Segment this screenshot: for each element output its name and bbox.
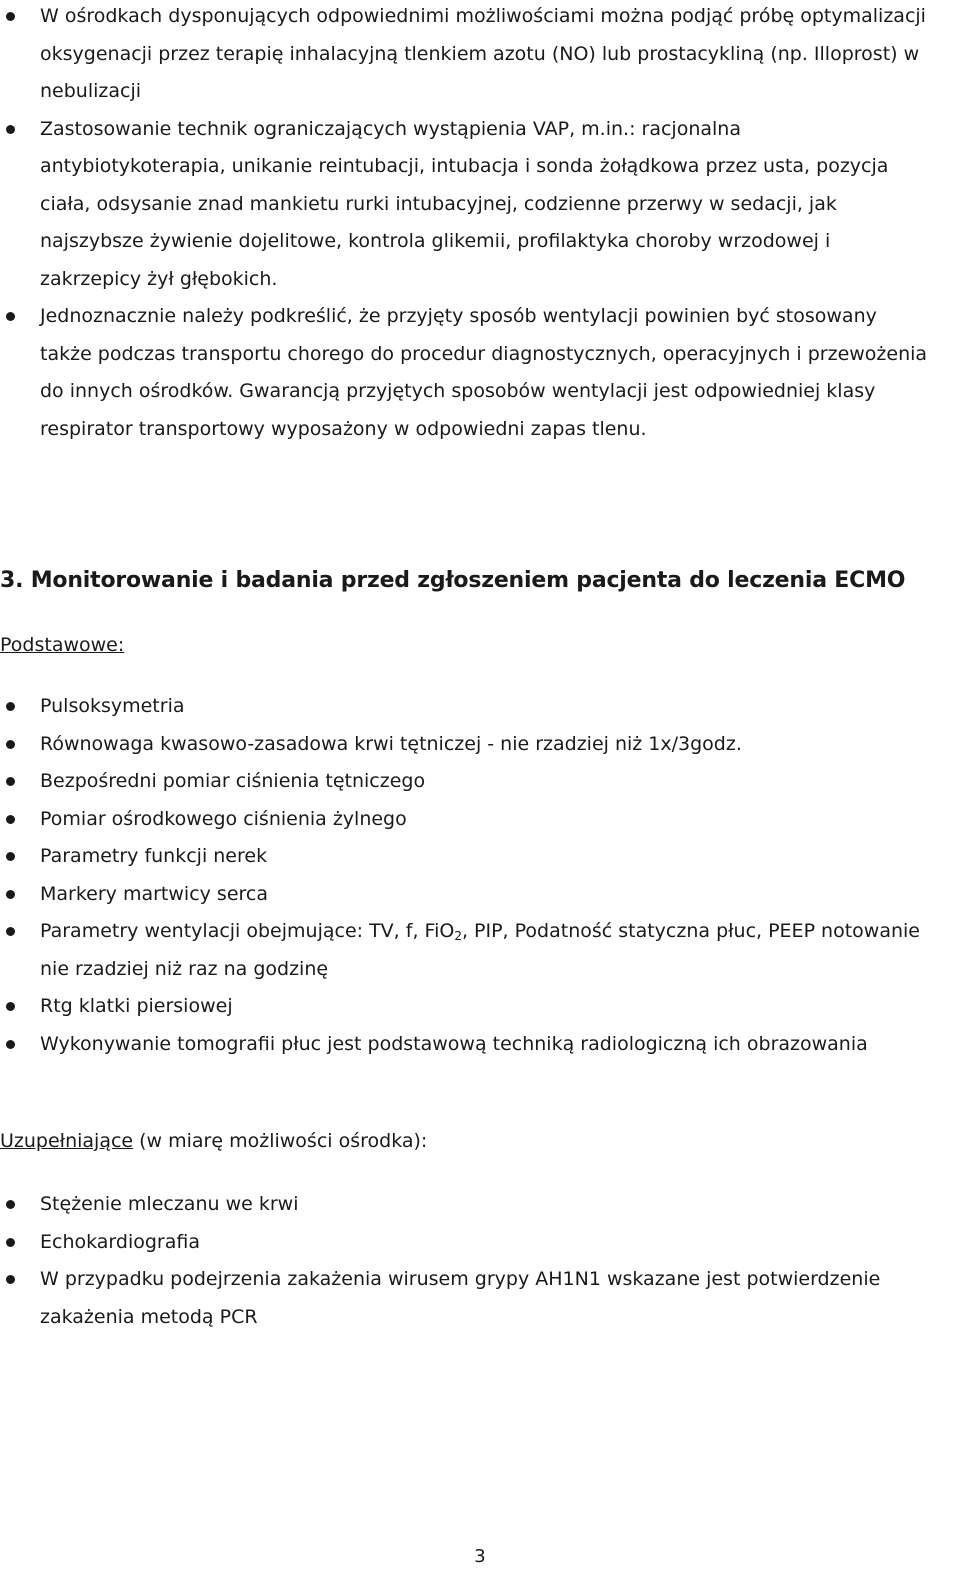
list-item-text: Markery martwicy serca [40,882,268,905]
list-item [0,0,930,111]
bullet-icon [6,1040,15,1049]
section-heading: 3. Monitorowanie i badania przed zgłoszeniem pacjenta do leczenia ECMO [0,568,906,593]
bullet-icon [6,890,15,899]
bullet-icon [6,1275,15,1284]
basic-subheading: Podstawowe: [0,634,125,656]
list-item [0,763,930,801]
bullet-icon [6,312,15,321]
ventilation-text-end: , PIP, Podatność statyczna płuc, PEEP notowanie nie rzadziej niż raz na godzinę [40,920,920,980]
list-item-text: Bezpośredni pomiar ciśnienia tętniczego [40,770,426,792]
bullet-icon [6,12,15,21]
list-item-text: Równowaga kwasowo-zasadowa krwi tętniczej - nie rzadziej niż 1x/3godz. [40,732,742,755]
list-item-text: W ośrodkach dysponujących odpowiednimi możliwościami można podjąć próbę optymalizacji oksygenacji przez terapię inhalacyjną tlenkiem azotu (NO) lub prostacykliną (np. Illoprost) w nebulizacji [40,5,926,102]
list-item-text: Wykonywanie tomografii płuc jest podstawową techniką radiologiczną ich obrazowania [40,1032,868,1055]
list-item [0,1186,930,1224]
list-item [0,688,930,726]
list-item-text: Pulsoksymetria [40,695,185,717]
bullet-icon [6,927,15,936]
list-item-ventilation [0,913,930,988]
list-item [0,298,930,448]
bullet-icon [6,1200,15,1209]
basic-tests-list [0,688,930,1063]
top-bullet-list [0,0,930,448]
bullet-icon [6,740,15,749]
list-item-text: Zastosowanie technik ograniczających wystąpienia VAP, m.in.: racjonalna antybiotykoterapia, unikanie reintubacji, intubacja i sonda żołądkowa przez usta, pozycja ciała, odsysanie znad mankietu rurki intubacyjnej, codzienne przerwy w sedacji, jak najszybsze żywienie dojelitowe, kontrola glikemii, profilaktyka choroby wrzodowej i zakrzepicy żył głębokich. [40,117,889,290]
subscript-2: 2 [454,929,462,943]
bullet-icon [6,125,15,134]
list-item-text: Pomiar ośrodkowego ciśnienia żylnego [40,807,407,830]
list-item [0,801,930,839]
supplementary-label-rest: (w miarę możliwości ośrodka): [133,1130,428,1152]
bullet-icon [6,777,15,786]
list-item-text: Parametry funkcji nerek [40,845,268,867]
bullet-icon [6,852,15,861]
bullet-icon [6,702,15,711]
list-item [0,726,930,764]
list-item-text: Stężenie mleczanu we krwi [40,1193,299,1215]
page-number: 3 [474,1546,486,1567]
list-item [0,838,930,876]
list-item [0,988,930,1026]
list-item-text: W przypadku podejrzenia zakażenia wirusem grypy AH1N1 wskazane jest potwierdzenie zakażenia metodą PCR [40,1268,881,1328]
supplementary-label-underlined: Uzupełniające [0,1130,134,1152]
list-item-text: Echokardiografia [40,1230,200,1253]
list-item [0,111,930,299]
bullet-icon [6,1238,15,1247]
list-item [0,1026,930,1064]
list-item [0,876,930,914]
list-item-text: Rtg klatki piersiowej [40,995,233,1017]
list-item-text: Jednoznacznie należy podkreślić, że przyjęty sposób wentylacji powinien być stosowany także podczas transportu chorego do procedur diagnostycznych, operacyjnych i przewożenia do innych ośrodków. Gwarancją przyjętych sposobów wentylacji jest odpowiedniej klasy respirator transportowy wyposażony w odpowiedni zapas tlenu. [40,305,928,440]
ventilation-text-start: Parametry wentylacji obejmujące: TV, f, FiO [40,920,455,942]
list-item [0,1224,930,1262]
supplementary-subheading [0,1130,427,1152]
list-item [0,1261,930,1336]
bullet-icon [6,1002,15,1011]
bullet-icon [6,815,15,824]
supplementary-tests-list [0,1186,930,1336]
